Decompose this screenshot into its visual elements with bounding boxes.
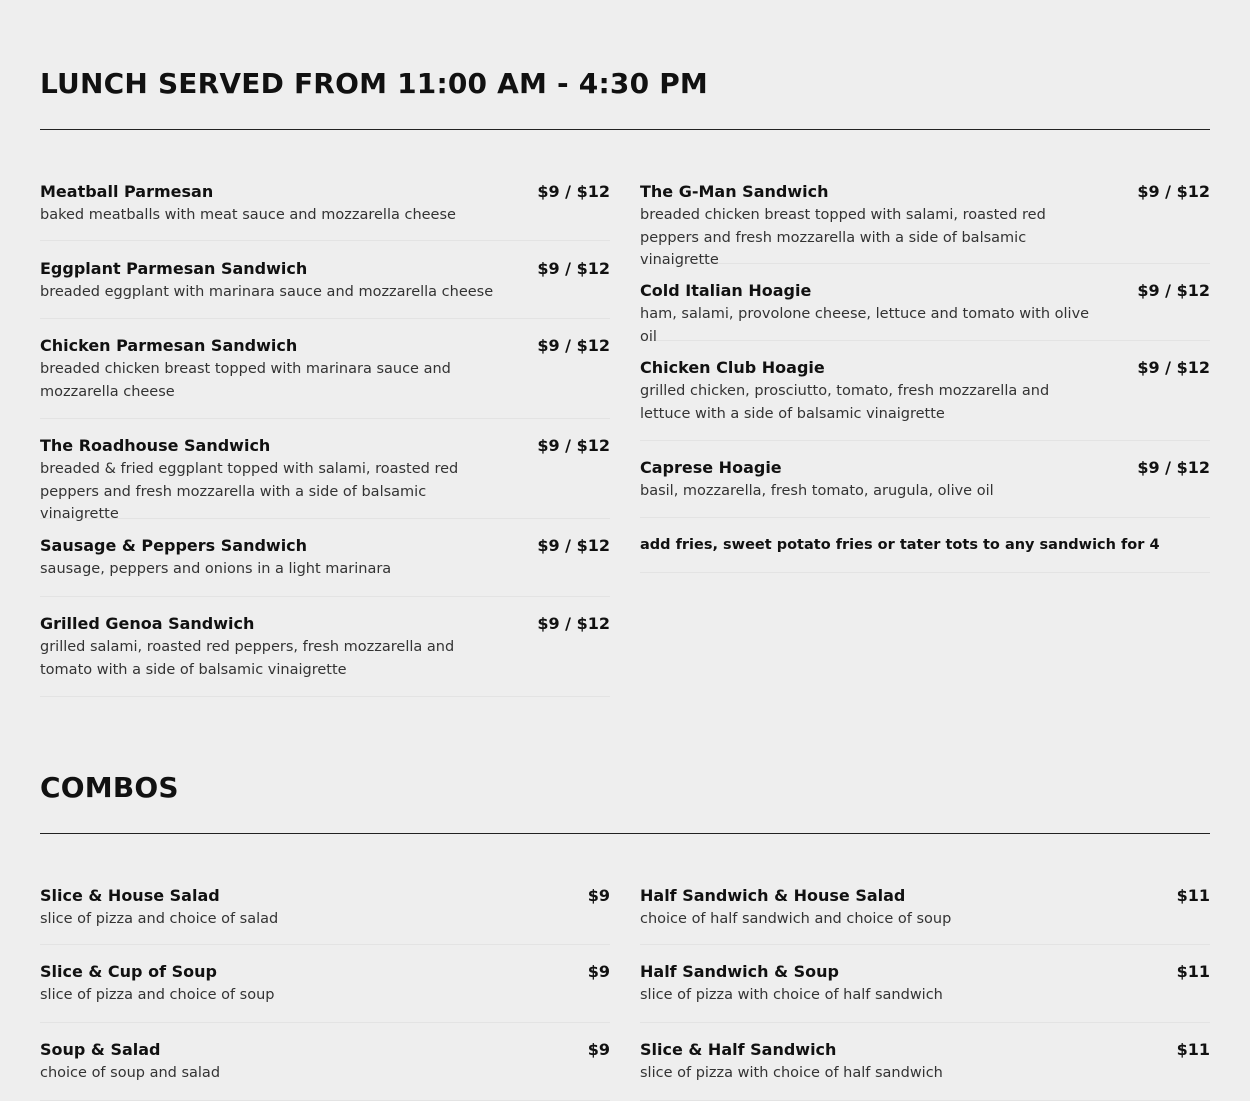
- lunch-right-column: [640, 181, 1210, 573]
- item-price: $9 / $12: [537, 182, 610, 201]
- item-description: sausage, peppers and onions in a light marinara: [40, 561, 392, 577]
- item-description: slice of pizza with choice of half sandwich: [640, 987, 943, 1003]
- item-name: Caprese Hoagie: [640, 458, 782, 477]
- item-description: ham, salami, provolone cheese, lettuce and tomato with olive oil: [640, 306, 1090, 345]
- combo-item-slice-half-sandwich: [640, 1023, 1210, 1101]
- item-name: Slice & House Salad: [40, 886, 220, 905]
- item-price: $9 / $12: [537, 436, 610, 455]
- item-name: Chicken Parmesan Sandwich: [40, 336, 298, 355]
- item-name: Cold Italian Hoagie: [640, 281, 812, 300]
- menu-item-g-man-sandwich: [640, 181, 1210, 268]
- item-description: choice of half sandwich and choice of soup: [640, 911, 952, 927]
- item-price: $9 / $12: [537, 336, 610, 355]
- item-description: breaded chicken breast topped with salami, roasted red peppers and fresh mozzarella with a side of balsamic vinaigrette: [640, 207, 1046, 268]
- menu-item-chicken-parmesan: [40, 319, 610, 419]
- menu-item-meatball-parmesan: [40, 181, 610, 241]
- item-name: The G-Man Sandwich: [640, 182, 829, 201]
- item-name: Grilled Genoa Sandwich: [40, 614, 255, 633]
- item-name: Slice & Cup of Soup: [40, 962, 217, 981]
- item-price: $9 / $12: [1137, 458, 1210, 477]
- item-name: Sausage & Peppers Sandwich: [40, 536, 308, 555]
- menu-item-cold-italian-hoagie: [640, 264, 1210, 345]
- combos-left-column: [40, 885, 610, 1101]
- item-price: $9: [587, 962, 610, 981]
- item-name: Slice & Half Sandwich: [640, 1040, 837, 1059]
- item-price: $9: [587, 1040, 610, 1059]
- item-name: Half Sandwich & Soup: [640, 962, 839, 981]
- combos-section-title: COMBOS: [40, 771, 179, 804]
- sides-note: add fries, sweet potato fries or tater tots to any sandwich for 4: [640, 537, 1160, 553]
- combos-section: [40, 771, 1210, 1081]
- combo-item-half-sandwich-salad: [640, 885, 1210, 945]
- item-price: $9 / $12: [537, 259, 610, 278]
- item-description: baked meatballs with meat sauce and mozzarella cheese: [40, 207, 456, 223]
- combo-item-half-sandwich-soup: [640, 945, 1210, 1023]
- item-price: $9 / $12: [1137, 358, 1210, 377]
- combos-right-column: [640, 885, 1210, 1101]
- item-description: slice of pizza and choice of salad: [40, 911, 279, 927]
- combo-item-soup-salad: [40, 1023, 610, 1101]
- item-price: $11: [1176, 962, 1210, 981]
- item-description: choice of soup and salad: [40, 1065, 221, 1081]
- item-price: $9 / $12: [537, 536, 610, 555]
- item-name: Soup & Salad: [40, 1040, 161, 1059]
- item-description: slice of pizza with choice of half sandwich: [640, 1065, 943, 1081]
- item-description: breaded & fried eggplant topped with salami, roasted red peppers and fresh mozzarella with a side of balsamic vinaigrette: [40, 461, 459, 522]
- menu-item-roadhouse-sandwich: [40, 419, 610, 522]
- menu-item-grilled-genoa: [40, 597, 610, 697]
- item-description: grilled chicken, prosciutto, tomato, fresh mozzarella and lettuce with a side of balsamic vinaigrette: [640, 383, 1050, 422]
- item-name: Half Sandwich & House Salad: [640, 886, 906, 905]
- item-description: breaded eggplant with marinara sauce and mozzarella cheese: [40, 284, 494, 300]
- menu-item-caprese-hoagie: [640, 441, 1210, 518]
- combos-divider: [40, 833, 1210, 834]
- lunch-section-title: LUNCH SERVED FROM 11:00 AM - 4:30 PM: [40, 67, 708, 100]
- item-name: Eggplant Parmesan Sandwich: [40, 259, 308, 278]
- item-price: $9: [587, 886, 610, 905]
- menu-note-sides: [640, 518, 1210, 573]
- item-price: $9 / $12: [1137, 281, 1210, 300]
- combo-item-slice-house-salad: [40, 885, 610, 945]
- lunch-divider: [40, 129, 1210, 130]
- item-name: Chicken Club Hoagie: [640, 358, 825, 377]
- item-name: The Roadhouse Sandwich: [40, 436, 271, 455]
- menu-item-sausage-peppers: [40, 519, 610, 597]
- menu-item-eggplant-parmesan: [40, 241, 610, 319]
- lunch-section: [40, 67, 1210, 678]
- item-price: $11: [1176, 1040, 1210, 1059]
- item-description: slice of pizza and choice of soup: [40, 987, 275, 1003]
- item-price: $9 / $12: [1137, 182, 1210, 201]
- lunch-left-column: [40, 181, 610, 697]
- item-name: Meatball Parmesan: [40, 182, 214, 201]
- item-description: basil, mozzarella, fresh tomato, arugula, olive oil: [640, 483, 994, 499]
- item-description: breaded chicken breast topped with marinara sauce and mozzarella cheese: [40, 361, 451, 400]
- combo-item-slice-cup-soup: [40, 945, 610, 1023]
- item-price: $9 / $12: [537, 614, 610, 633]
- menu-item-chicken-club-hoagie: [640, 341, 1210, 441]
- item-description: grilled salami, roasted red peppers, fresh mozzarella and tomato with a side of balsamic vinaigrette: [40, 639, 455, 678]
- item-price: $11: [1176, 886, 1210, 905]
